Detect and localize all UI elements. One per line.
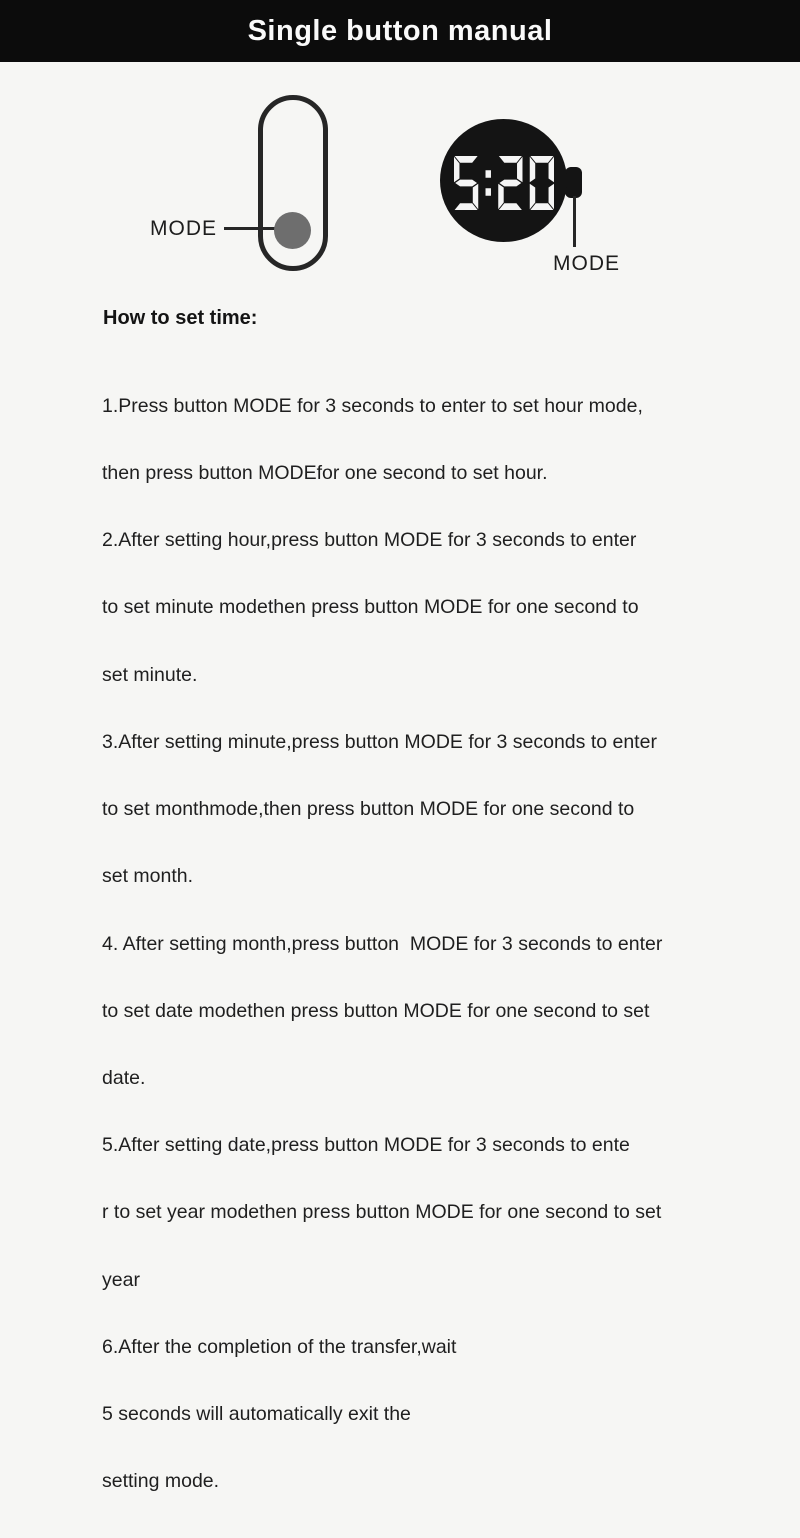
clock-pointer-line	[573, 196, 576, 247]
instruction-line-7: to set monthmode,then press button MODE for one second to	[102, 798, 635, 821]
instructions-heading: How to set time:	[103, 307, 258, 329]
instruction-line-16: 5 seconds will automatically exit the	[102, 1403, 411, 1426]
instruction-line-10: to set date modethen press button MODE for one second to set	[102, 999, 650, 1022]
instruction-line-12: 5.After setting date,press button MODE for 3 seconds to ente	[102, 1134, 630, 1157]
clock-mode-label: MODE	[553, 252, 620, 275]
instruction-line-2: then press button MODEfor one second to set hour.	[102, 462, 548, 485]
header-bar	[0, 0, 800, 62]
instruction-line-9: 4. After setting month,press button MODE for 3 seconds to enter	[102, 932, 663, 955]
band-mode-button-icon	[274, 212, 311, 249]
instruction-line-8: set month.	[102, 865, 194, 888]
seven-segment-time-icon	[454, 156, 554, 210]
instruction-line-1: 1.Press button MODE for 3 seconds to enter to set hour mode,	[102, 394, 643, 417]
clock-display	[454, 156, 554, 215]
clock-mode-button-icon	[565, 167, 582, 198]
page-title: Single button manual	[247, 14, 553, 47]
instruction-line-4: to set minute modethen press button MODE for one second to	[102, 596, 639, 619]
band-mode-label: MODE	[150, 217, 217, 240]
instruction-line-6: 3.After setting minute,press button MODE for 3 seconds to enter	[102, 730, 657, 753]
instruction-line-14: year	[102, 1268, 140, 1291]
instruction-line-3: 2.After setting hour,press button MODE for 3 seconds to enter	[102, 529, 637, 552]
instruction-line-15: 6.After the completion of the transfer,wait	[102, 1335, 457, 1358]
instructions-body	[102, 350, 662, 1538]
instruction-line-13: r to set year modethen press button MODE for one second to set	[102, 1201, 662, 1224]
clock-face	[440, 119, 567, 242]
instruction-line-17: setting mode.	[102, 1470, 220, 1493]
instruction-line-5: set minute.	[102, 663, 198, 686]
instruction-line-11: date.	[102, 1067, 146, 1089]
